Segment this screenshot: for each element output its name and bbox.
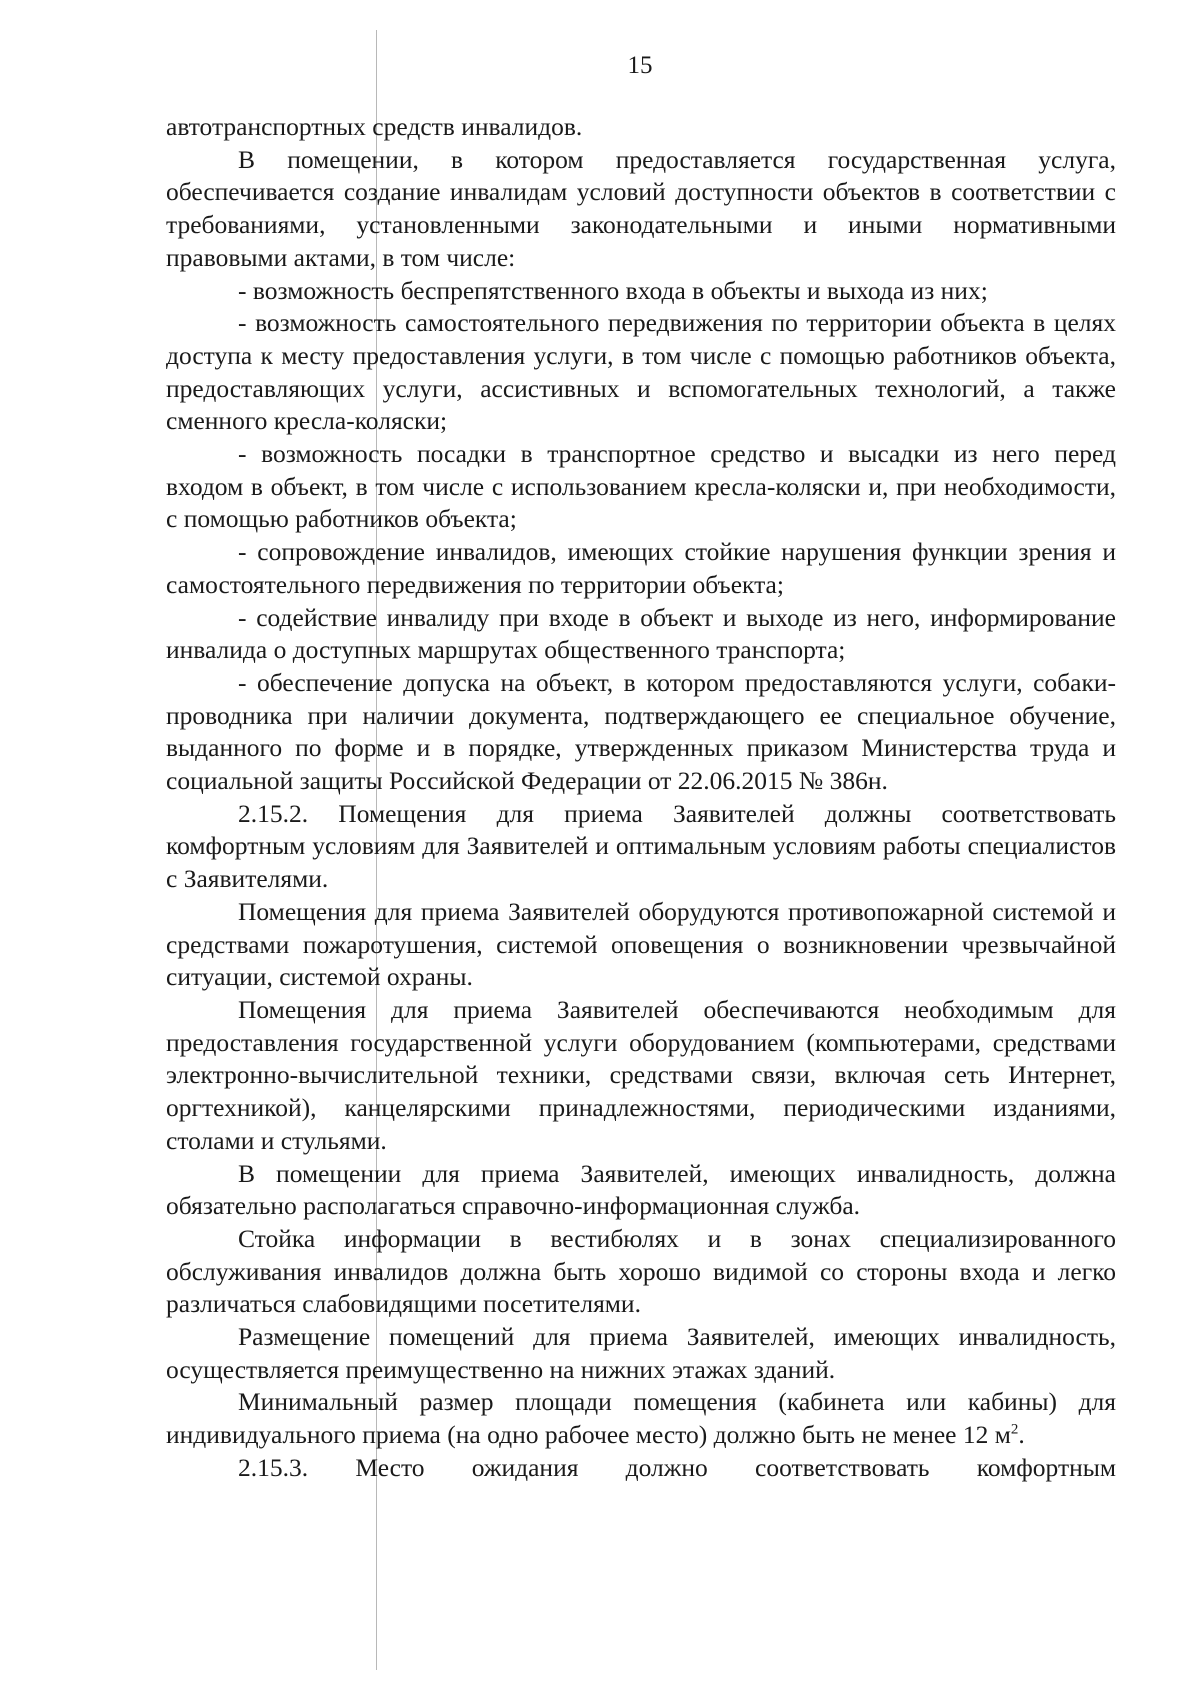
- paragraph-9: 2.15.2. Помещения для приема Заявителей должны соответствовать комфортным условиям для Заявителей и оптимальным условиям работы специалистов с Заявителями.: [166, 798, 1116, 894]
- paragraph-5: - возможность посадки в транспортное средство и высадки из него перед входом в объект, в том числе с использованием кресла-коляски и, при необходимости, с помощью работников объекта;: [166, 439, 1116, 534]
- paragraph-10: Помещения для приема Заявителей оборудуются противопожарной системой и средствами пожаротушения, системой оповещения о возникновении чрезвычайной ситуации, системой охраны.: [166, 896, 1116, 992]
- paragraph-7: - содействие инвалиду при входе в объект и выходе из него, информирование инвалида о доступных маршрутах общественного транспорта;: [166, 602, 1116, 665]
- paragraph-11: Помещения для приема Заявителей обеспечиваются необходимым для предоставления государственной услуги оборудованием (компьютерами, средствами электронно-вычислительной техники, средствами связи, включая сеть Интернет, оргтехникой), канцелярскими принадлежностями, периодическими изданиями, столами и стульями.: [166, 994, 1116, 1155]
- paragraph-3: - возможность беспрепятственного входа в объекты и выхода из них;: [238, 275, 988, 305]
- area-end: .: [1018, 1420, 1025, 1450]
- document-body: [166, 111, 1116, 1485]
- area-text: Минимальный размер площади помещения (кабинета или кабины) для индивидуального приема (на одно рабочее место) должно быть не менее 12 м: [166, 1387, 1116, 1450]
- area-superscript: 2: [1010, 1421, 1019, 1438]
- paragraph-13: Стойка информации в вестибюлях и в зонах специализированного обслуживания инвалидов должна быть хорошо видимой со стороны входа и легко различаться слабовидящими посетителями.: [166, 1223, 1116, 1319]
- paragraph-1: автотранспортных средств инвалидов.: [166, 112, 583, 141]
- page-number: 15: [627, 52, 653, 79]
- paragraph-14: Размещение помещений для приема Заявителей, имеющих инвалидность, осуществляется преимущественно на нижних этажах зданий.: [166, 1322, 1116, 1384]
- paragraph-15: [166, 1386, 1116, 1451]
- paragraph-6: - сопровождение инвалидов, имеющих стойкие нарушения функции зрения и самостоятельного передвижения по территории объекта;: [166, 537, 1116, 599]
- paragraph-16: 2.15.3. Место ожидания должно соответствовать комфортным: [238, 1452, 1116, 1482]
- paragraph-4: - возможность самостоятельного передвижения по территории объекта в целях доступа к месту предоставления услуги, в том числе с помощью работников объекта, предоставляющих услуги, ассистивных и вспомогательных технологий, а также сменного кресла-коляски;: [166, 308, 1116, 436]
- paragraph-2: В помещении, в котором предоставляется государственная услуга, обеспечивается создание инвалидам условий доступности объектов в соответствии с требованиями, установленными законодательными и иными нормативными правовыми актами, в том числе:: [166, 144, 1116, 272]
- paragraph-12: В помещении для приема Заявителей, имеющих инвалидность, должна обязательно располагаться справочно-информационная служба.: [166, 1158, 1116, 1221]
- paragraph-8: - обеспечение допуска на объект, в котором предоставляются услуги, собаки-проводника при наличии документа, подтверждающего ее специальное обучение, выданного по форме и в порядке, утвержденных приказом Министерства труда и социальной защиты Российской Федерации от 22.06.2015 № 386н.: [166, 667, 1116, 796]
